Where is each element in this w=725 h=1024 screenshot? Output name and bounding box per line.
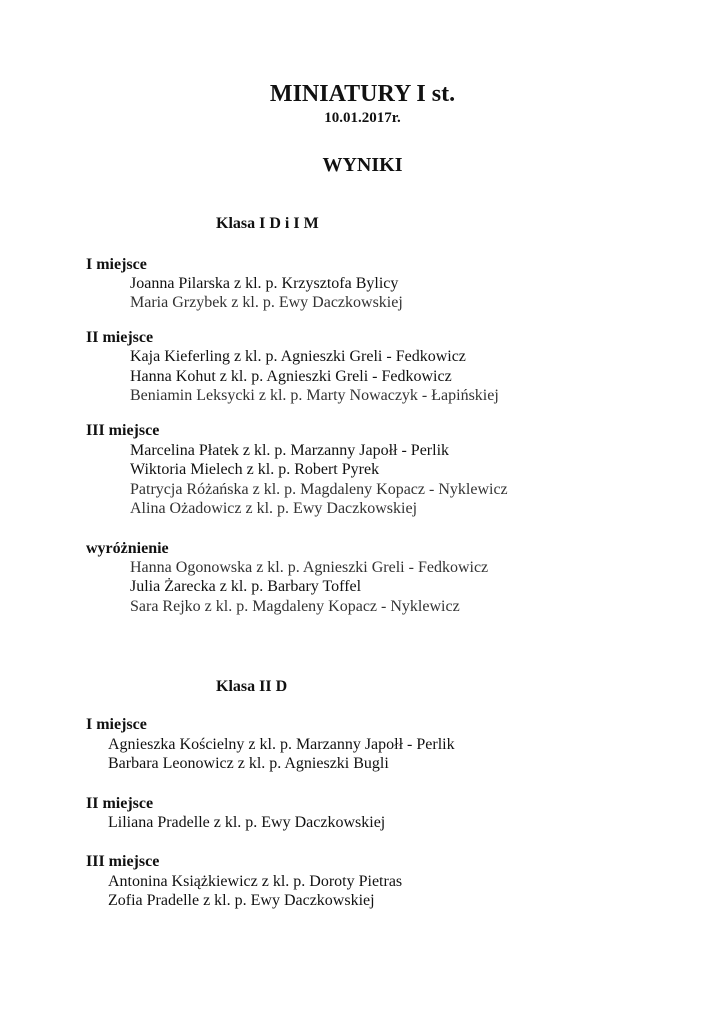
result-entry: Hanna Ogonowska z kl. p. Agnieszki Greli - Fedkowicz (130, 559, 489, 576)
result-entry: Agnieszka Kościelny z kl. p. Marzanny Japołł - Perlik (108, 736, 455, 753)
result-entry: Hanna Kohut z kl. p. Agnieszki Greli - Fedkowicz (130, 368, 452, 385)
result-entry: Wiktoria Mielech z kl. p. Robert Pyrek (130, 461, 380, 478)
place-label: II miejsce (86, 795, 154, 812)
place-label: III miejsce (86, 422, 160, 439)
place-label: wyróżnienie (86, 540, 169, 557)
results-heading: WYNIKI (322, 154, 403, 176)
result-entry: Julia Żarecka z kl. p. Barbary Toffel (130, 578, 362, 595)
result-entry: Joanna Pilarska z kl. p. Krzysztofa Bylicy (130, 275, 399, 292)
result-entry: Barbara Leonowicz z kl. p. Agnieszki Bugli (108, 755, 389, 772)
result-entry: Patrycja Różańska z kl. p. Magdaleny Kopacz - Nyklewicz (130, 481, 508, 498)
result-entry: Sara Rejko z kl. p. Magdaleny Kopacz - Nyklewicz (130, 598, 460, 615)
section-title-klasa-1: Klasa I D i I M (216, 215, 319, 232)
result-entry: Kaja Kieferling z kl. p. Agnieszki Greli - Fedkowicz (130, 348, 466, 365)
place-label: I miejsce (86, 256, 147, 273)
result-entry: Antonina Książkiewicz z kl. p. Doroty Pietras (108, 873, 403, 890)
document-title: MINIATURY I st. (269, 81, 456, 107)
place-label: II miejsce (86, 329, 154, 346)
result-entry: Marcelina Płatek z kl. p. Marzanny Japołł - Perlik (130, 442, 450, 459)
place-label: III miejsce (86, 853, 160, 870)
result-entry: Maria Grzybek z kl. p. Ewy Daczkowskiej (130, 294, 403, 311)
result-entry: Liliana Pradelle z kl. p. Ewy Daczkowskiej (108, 814, 386, 831)
place-label: I miejsce (86, 716, 147, 733)
result-entry: Beniamin Leksycki z kl. p. Marty Nowaczyk - Łapińskiej (130, 387, 499, 404)
document-date: 10.01.2017r. (324, 110, 401, 126)
result-entry: Zofia Pradelle z kl. p. Ewy Daczkowskiej (108, 892, 375, 909)
result-entry: Alina Ożadowicz z kl. p. Ewy Daczkowskiej (130, 500, 418, 517)
section-title-klasa-2: Klasa II D (216, 678, 288, 695)
